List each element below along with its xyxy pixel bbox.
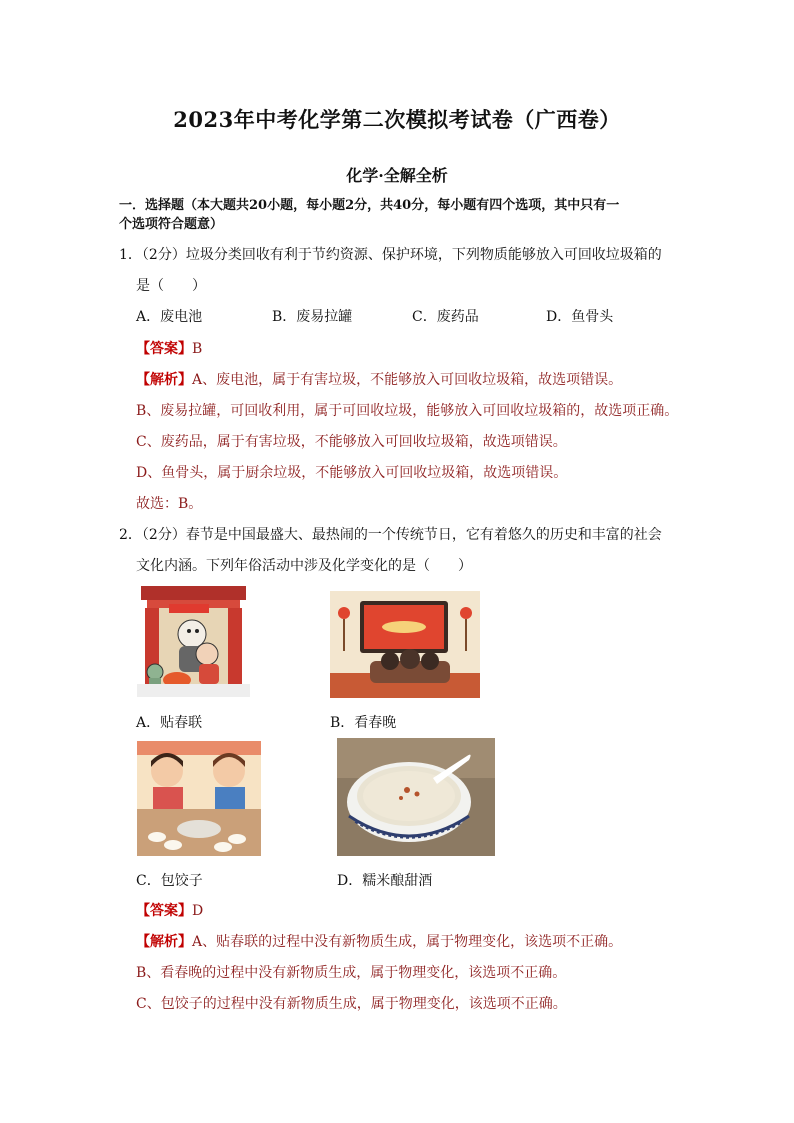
q2-analysis-text-b: B、看春晚的过程中没有新物质生成，属于物理变化，该选项不正确。 xyxy=(136,965,567,981)
image-spring-couplets xyxy=(137,586,250,697)
q1-option-d: D．鱼骨头 xyxy=(546,309,614,325)
section-heading-line1: 一．选择题（本大题共20小题，每小题2分，共40分，每小题有四个选项，其中只有一 xyxy=(119,198,620,213)
q1-conclusion: 故选：B。 xyxy=(136,496,203,512)
image-dumplings xyxy=(137,741,261,856)
q1-option-b: B．废易拉罐 xyxy=(272,309,353,325)
q1-stem-line1: 1．（2分）垃圾分类回收有利于节约资源、保护环境，下列物质能够放入可回收垃圾箱的 xyxy=(119,247,662,263)
page-subtitle: 化学·全解全析 xyxy=(346,166,448,185)
q1-analysis-text-b: B、废易拉罐，可回收利用，属于可回收垃圾，能够放入可回收垃圾箱的，故选项正确。 xyxy=(136,403,679,419)
q2-analysis-line1 xyxy=(136,931,622,951)
q1-option-c: C．废药品 xyxy=(412,309,479,325)
q2-answer-tag: 【答案】 xyxy=(136,903,192,919)
q2-analysis-tag: 【解析】 xyxy=(136,934,192,950)
q2-answer-value: D xyxy=(192,903,204,919)
q1-analysis-text-d: D、鱼骨头，属于厨余垃圾，不能够放入可回收垃圾箱，故选项错误。 xyxy=(136,465,568,481)
q1-analysis-text-a: A、废电池，属于有害垃圾，不能够放入可回收垃圾箱，故选项错误。 xyxy=(192,372,623,388)
q1-answer xyxy=(136,338,202,358)
q2-analysis-text-a: A、贴春联的过程中没有新物质生成，属于物理变化，该选项不正确。 xyxy=(192,934,623,950)
page-title: 2023年中考化学第二次模拟考试卷（广西卷） xyxy=(173,107,621,132)
q2-option-d: D．糯米酿甜酒 xyxy=(337,873,433,889)
q2-option-a: A．贴春联 xyxy=(136,715,203,731)
q1-answer-tag: 【答案】 xyxy=(136,341,192,357)
q1-stem-line2: 是（ ） xyxy=(136,278,206,294)
section-heading-line2: 个选项符合题意） xyxy=(119,217,224,232)
q1-answer-value: B xyxy=(192,341,203,357)
q2-analysis-text-c: C、包饺子的过程中没有新物质生成，属于物理变化，该选项不正确。 xyxy=(136,996,567,1012)
q1-option-a: A．废电池 xyxy=(136,309,203,325)
q2-stem-line1: 2．（2分）春节是中国最盛大、最热闹的一个传统节日，它有着悠久的历史和丰富的社会 xyxy=(119,527,662,543)
q1-analysis-text-c: C、废药品，属于有害垃圾，不能够放入可回收垃圾箱，故选项错误。 xyxy=(136,434,567,450)
q2-stem-line2: 文化内涵。下列年俗活动中涉及化学变化的是（ ） xyxy=(136,558,472,574)
q1-analysis-tag: 【解析】 xyxy=(136,372,192,388)
q2-option-c: C．包饺子 xyxy=(136,873,203,889)
image-spring-gala xyxy=(330,591,480,698)
q2-option-b: B．看春晚 xyxy=(330,715,397,731)
q2-answer xyxy=(136,900,203,920)
image-rice-wine xyxy=(337,738,495,856)
q1-analysis-line1 xyxy=(136,369,622,389)
